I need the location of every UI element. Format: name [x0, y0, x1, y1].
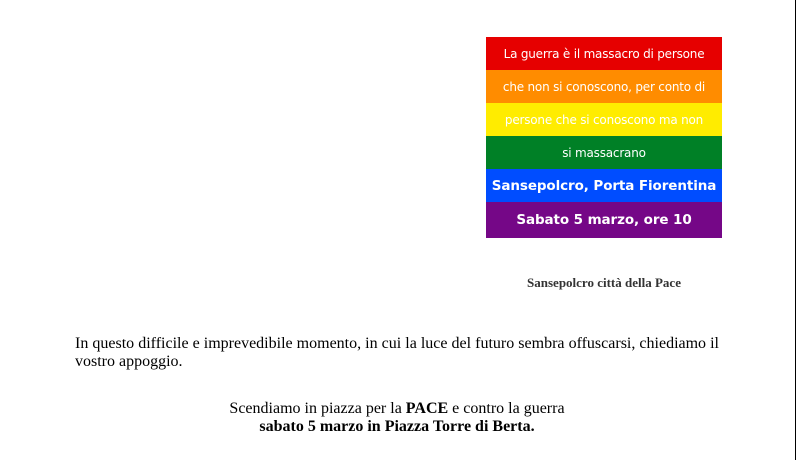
announcement [75, 400, 719, 436]
flag-band-red: La guerra è il massacro di persone [486, 37, 722, 70]
page-border [795, 0, 796, 460]
flag-band-purple: Sabato 5 marzo, ore 10 [486, 202, 722, 238]
flag-caption: Sansepolcro città della Pace [527, 275, 681, 290]
flag-band-orange: che non si conoscono, per conto di [486, 70, 722, 103]
announcement-line-1 [75, 400, 719, 418]
announcement-line-2: sabato 5 marzo in Piazza Torre di Berta. [259, 418, 535, 435]
announcement-prefix: Scendiamo in piazza per la [229, 400, 406, 417]
flag-band-green: si massacrano [486, 136, 722, 169]
peace-word: PACE [405, 400, 449, 417]
peace-flag [486, 37, 722, 238]
flag-band-blue: Sansepolcro, Porta Fiorentina [486, 169, 722, 202]
flag-band-yellow: persone che si conoscono ma non [486, 103, 722, 136]
announcement-suffix: e contro la guerra [448, 400, 565, 417]
body-paragraph: In questo difficile e imprevedibile momento, in cui la luce del futuro sembra offuscarsi, chiediamo il vostro appoggio. [75, 335, 719, 370]
